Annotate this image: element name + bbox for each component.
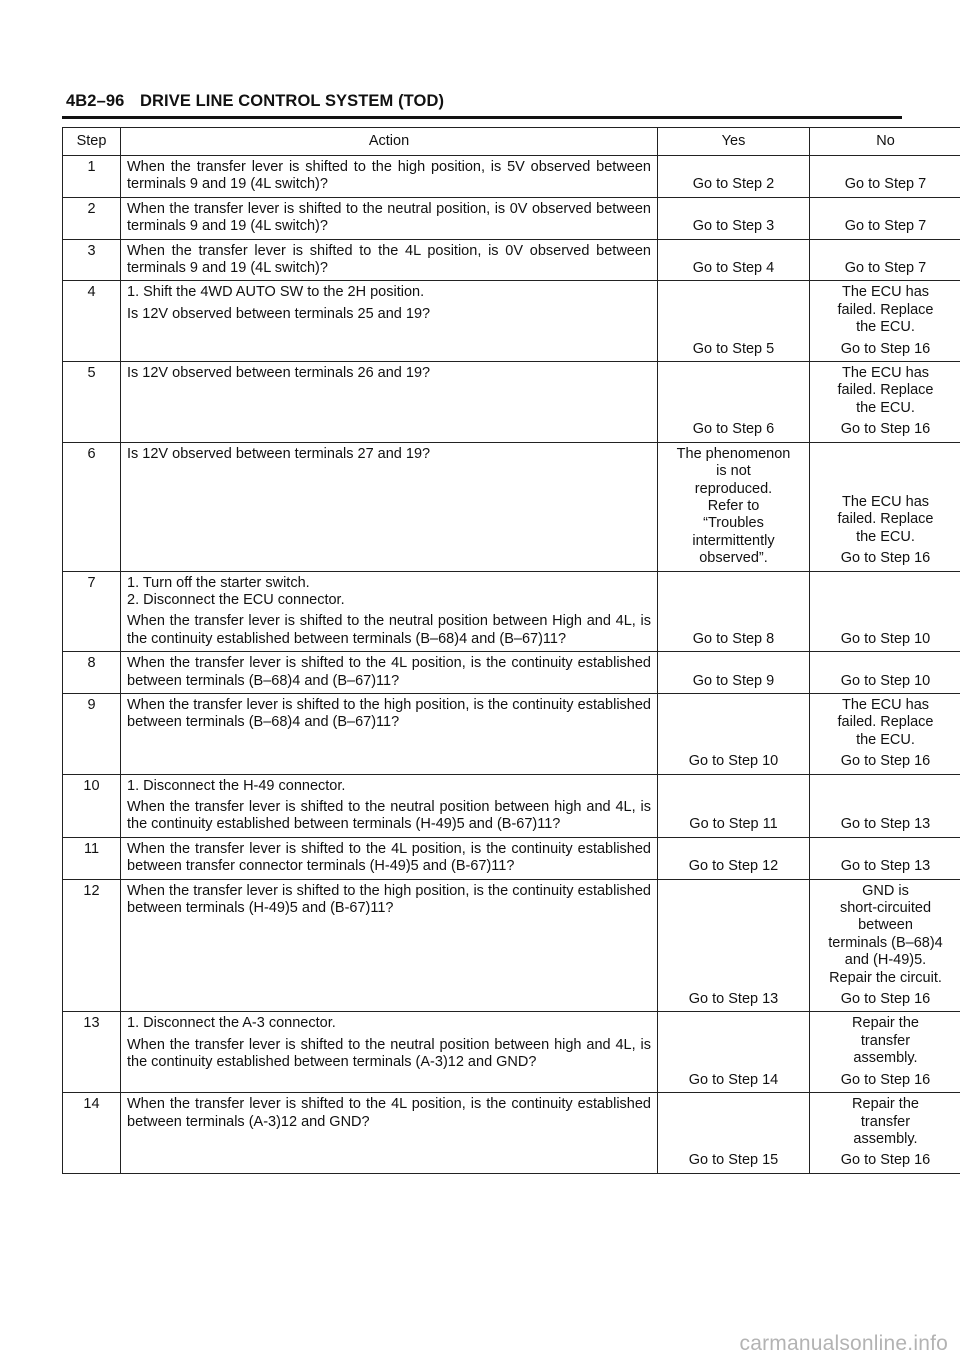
yes-text: Go to Step 9 [692, 672, 775, 689]
yes-cell [658, 837, 810, 879]
yes-text: Go to Step 12 [688, 858, 779, 875]
step-number: 14 [63, 1093, 121, 1174]
no-note-line: The ECU has [841, 696, 930, 713]
no-note-line: between [858, 917, 913, 934]
no-note [816, 494, 955, 546]
step-number: 12 [63, 879, 121, 1012]
no-note-line: GND is [862, 882, 909, 899]
action-text: When the transfer lever is shifted to the 4L position, is 0V observed between terminals 9 and 19 (4L switch)? [127, 242, 651, 277]
no-note-line: failed. Replace [837, 714, 934, 731]
no-note-line: The ECU has [841, 284, 930, 301]
action-cell [121, 652, 658, 694]
no-goto: Go to Step 7 [844, 260, 927, 277]
table-row [63, 281, 960, 362]
step-number: 4 [63, 281, 121, 362]
no-cell [810, 837, 960, 879]
yes-text: The phenomenon [676, 445, 791, 462]
no-goto: Go to Step 16 [840, 340, 931, 357]
yes-text: Go to Step 14 [688, 1071, 779, 1088]
action-cell [121, 837, 658, 879]
no-goto: Go to Step 16 [840, 1152, 931, 1169]
no-cell [810, 1093, 960, 1174]
step-number: 9 [63, 693, 121, 774]
no-goto: Go to Step 16 [840, 1071, 931, 1088]
no-note-line: failed. Replace [837, 301, 934, 318]
table-row [63, 156, 960, 198]
action-text: Is 12V observed between terminals 27 and 19? [127, 445, 431, 462]
no-goto: Go to Step 7 [844, 176, 927, 193]
no-goto: Go to Step 10 [840, 630, 931, 647]
no-note-line: the ECU. [856, 528, 915, 545]
table-row [63, 442, 960, 571]
action-text: 1. Turn off the starter switch. 2. Disconnect the ECU connector. [127, 574, 345, 608]
no-note-line: short-circuited [839, 900, 932, 917]
no-note-line: The ECU has [841, 493, 930, 510]
yes-cell [658, 442, 810, 571]
yes-text: Go to Step 3 [692, 218, 775, 235]
action-cell [121, 774, 658, 837]
step-number: 6 [63, 442, 121, 571]
action-cell [121, 442, 658, 571]
action-cell [121, 281, 658, 362]
no-goto: Go to Step 7 [844, 218, 927, 235]
yes-text: reproduced. [694, 480, 773, 497]
step-number: 5 [63, 362, 121, 443]
column-header-step: Step [63, 128, 121, 156]
yes-cell [658, 693, 810, 774]
action-text: 1. Disconnect the A-3 connector. [127, 1015, 336, 1032]
action-text: When the transfer lever is shifted to the neutral position between high and 4L, is the continuity established between terminals (H-49)5 and (B-67)11? [127, 799, 651, 833]
yes-text: Go to Step 4 [692, 260, 775, 277]
action-text: When the transfer lever is shifted to the 4L position, is the continuity established between terminals (B–68)4 and (B–67)11? [127, 655, 651, 689]
table-row [63, 239, 960, 281]
action-cell [121, 693, 658, 774]
no-note-line: The ECU has [841, 365, 930, 382]
action-cell [121, 156, 658, 198]
yes-text: Go to Step 6 [692, 421, 775, 438]
table-row [63, 774, 960, 837]
yes-cell [658, 652, 810, 694]
step-number: 11 [63, 837, 121, 879]
no-cell [810, 156, 960, 198]
action-text: When the transfer lever is shifted to the neutral position between High and 4L, is the continuity established between terminals (B–68)4 and (B–67)11? [127, 613, 651, 647]
action-cell [121, 239, 658, 281]
action-cell [121, 197, 658, 239]
yes-text: Go to Step 10 [688, 753, 779, 770]
yes-text: Go to Step 11 [689, 816, 778, 833]
step-number: 3 [63, 239, 121, 281]
no-note-line: Repair the circuit. [829, 969, 942, 986]
no-goto: Go to Step 16 [840, 753, 931, 770]
yes-text: Refer to [707, 497, 760, 514]
no-note [816, 284, 955, 336]
no-note-line: assembly. [853, 1130, 918, 1147]
yes-text: intermittently [692, 532, 775, 549]
no-goto: Go to Step 10 [840, 672, 931, 689]
no-cell [810, 652, 960, 694]
action-text: When the transfer lever is shifted to the 4L position, is the continuity established between terminals (A-3)12 and GND? [127, 1096, 651, 1130]
no-goto: Go to Step 16 [840, 550, 931, 567]
yes-text: is not [716, 463, 751, 480]
header-rule [62, 116, 902, 119]
no-note-line: transfer [860, 1113, 911, 1130]
no-note-line: the ECU. [856, 731, 915, 748]
no-cell [810, 362, 960, 443]
step-number: 7 [63, 571, 121, 652]
yes-cell [658, 571, 810, 652]
table-row [63, 362, 960, 443]
column-header-action: Action [121, 128, 658, 156]
no-note [816, 697, 955, 749]
yes-cell [658, 239, 810, 281]
no-cell [810, 571, 960, 652]
table-row [63, 1093, 960, 1174]
yes-text: “Troubles [703, 515, 764, 532]
action-text: 1. Shift the 4WD AUTO SW to the 2H position. [127, 284, 425, 301]
no-note [816, 883, 955, 987]
yes-text: Go to Step 13 [688, 991, 779, 1008]
step-number: 10 [63, 774, 121, 837]
table-row [63, 571, 960, 652]
table-row [63, 197, 960, 239]
yes-text: Go to Step 5 [692, 340, 775, 357]
yes-cell [658, 774, 810, 837]
step-number: 13 [63, 1012, 121, 1093]
diagnostic-table [62, 127, 960, 1174]
no-cell [810, 239, 960, 281]
step-number: 8 [63, 652, 121, 694]
yes-cell [658, 197, 810, 239]
no-note-line: and (H-49)5. [844, 952, 927, 969]
no-note [816, 1096, 955, 1148]
no-cell [810, 693, 960, 774]
action-text: When the transfer lever is shifted to the neutral position between high and 4L, is the continuity established between terminals (A-3)12 and GND? [127, 1036, 651, 1071]
yes-text: Go to Step 15 [688, 1152, 779, 1169]
no-note-line: the ECU. [856, 319, 915, 336]
no-cell [810, 442, 960, 571]
yes-text: observed”. [699, 550, 768, 567]
action-cell [121, 1093, 658, 1174]
action-text: When the transfer lever is shifted to the high position, is 5V observed between terminals 9 and 19 (4L switch)? [127, 159, 651, 193]
no-goto: Go to Step 13 [840, 858, 931, 875]
table-row [63, 1012, 960, 1093]
table-row [63, 652, 960, 694]
action-text: When the transfer lever is shifted to the high position, is the continuity established between terminals (B–68)4 and (B–67)11? [127, 696, 651, 731]
no-note-line: the ECU. [856, 399, 915, 416]
yes-cell [658, 1093, 810, 1174]
yes-cell [658, 156, 810, 198]
action-text: Is 12V observed between terminals 25 and 19? [127, 305, 431, 322]
no-goto: Go to Step 16 [840, 991, 931, 1008]
no-goto: Go to Step 13 [840, 816, 931, 833]
watermark: carmanualsonline.info [739, 1332, 948, 1355]
yes-text: Go to Step 2 [692, 176, 775, 193]
page-header [66, 92, 444, 111]
action-cell [121, 571, 658, 652]
section-title: DRIVE LINE CONTROL SYSTEM (TOD) [140, 92, 445, 110]
table-header-row [63, 128, 960, 156]
table-row [63, 837, 960, 879]
action-text: When the transfer lever is shifted to the neutral position, is 0V observed between terminals 9 and 19 (4L switch)? [127, 200, 651, 235]
action-text: When the transfer lever is shifted to the 4L position, is the continuity established between transfer connector terminals (H-49)5 and (B-67)11? [127, 840, 651, 875]
action-cell [121, 1012, 658, 1093]
action-text: 1. Disconnect the H-49 connector. [127, 777, 346, 794]
table-body [63, 156, 960, 1174]
no-cell [810, 197, 960, 239]
step-number: 1 [63, 156, 121, 198]
column-header-no: No [810, 128, 960, 156]
section-code: 4B2–96 [66, 92, 125, 110]
no-cell [810, 774, 960, 837]
no-note-line: assembly. [853, 1050, 918, 1067]
step-number: 2 [63, 197, 121, 239]
no-note [816, 1015, 955, 1067]
table-row [63, 693, 960, 774]
yes-cell [658, 281, 810, 362]
action-text: When the transfer lever is shifted to the high position, is the continuity established between terminals (H-49)5 and (B-67)11? [127, 882, 651, 917]
action-text: Is 12V observed between terminals 26 and 19? [127, 365, 431, 382]
no-cell [810, 879, 960, 1012]
no-note-line: Repair the [852, 1096, 919, 1113]
no-note-line: transfer [860, 1032, 911, 1049]
yes-cell [658, 879, 810, 1012]
no-goto: Go to Step 16 [840, 421, 931, 438]
no-note-line: failed. Replace [837, 382, 934, 399]
yes-text: Go to Step 8 [692, 630, 775, 647]
yes-cell [658, 362, 810, 443]
no-note-line: failed. Replace [837, 511, 934, 528]
no-cell [810, 1012, 960, 1093]
no-note-line: Repair the [852, 1015, 919, 1032]
yes-cell [658, 1012, 810, 1093]
column-header-yes: Yes [658, 128, 810, 156]
no-cell [810, 281, 960, 362]
action-cell [121, 879, 658, 1012]
table-row [63, 879, 960, 1012]
no-note [816, 365, 955, 417]
no-note-line: terminals (B–68)4 [828, 934, 943, 951]
action-cell [121, 362, 658, 443]
